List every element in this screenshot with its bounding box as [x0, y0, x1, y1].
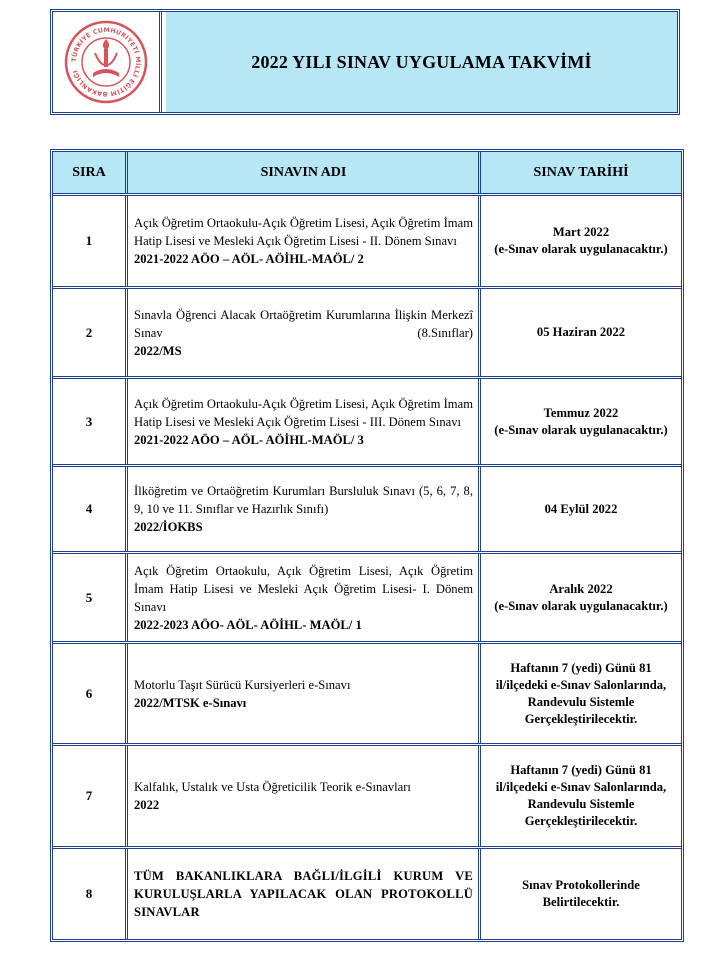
- exam-name-cell: [128, 196, 481, 286]
- exam-code: 2022/MTSK e-Sınavı: [134, 695, 247, 710]
- row-number: 2: [53, 289, 128, 376]
- exam-name-cell: [128, 554, 481, 641]
- exam-name-cell: [128, 849, 481, 939]
- exam-date: 04 Eylül 2022: [544, 501, 618, 516]
- exam-date: Aralık 2022 (e-Sınav olarak uygulanacaktır.): [494, 581, 668, 613]
- exam-code: 2021-2022 AÖO – AÖL- AÖİHL-MAÖL/ 3: [134, 432, 364, 447]
- exam-code: 2022/MS: [134, 343, 182, 358]
- exam-name-cell: [128, 746, 481, 846]
- exam-code: 2022-2023 AÖO- AÖL- AÖİHL- MAÖL/ 1: [134, 617, 362, 632]
- table-row: [53, 849, 681, 939]
- row-number: 7: [53, 746, 128, 846]
- exam-code: 2021-2022 AÖO – AÖL- AÖİHL-MAÖL/ 2: [134, 252, 364, 266]
- title-cell: [166, 12, 677, 112]
- exam-date: Mart 2022 (e-Sınav olarak uygulanacaktır.): [494, 225, 668, 256]
- table-row: [53, 746, 681, 849]
- column-header-sira: SIRA: [53, 152, 128, 193]
- table-row: [53, 289, 681, 379]
- table-row: [53, 379, 681, 467]
- exam-date: Sınav Protokollerinde Belirtilecektir.: [522, 878, 640, 909]
- exam-name: TÜM BAKANLIKLARA BAĞLI/İLGİLİ KURUM VE KURULUŞLARLA YAPILACAK OLAN PROTOKOLLÜ SINAVLAR: [134, 869, 473, 919]
- exam-name-cell: [128, 379, 481, 464]
- exam-name: Açık Öğretim Ortaokulu, Açık Öğretim Lisesi, Açık Öğretim İmam Hatip Lisesi ve Mesleki Açık Öğretim Lisesi- I. Dönem Sınavı: [134, 563, 473, 614]
- exam-code: 2022: [134, 798, 160, 812]
- exam-name: İlköğretim ve Ortaöğretim Kurumları Bursluluk Sınavı (5, 6, 7, 8, 9, 10 ve 11. Sınıflar ve Hazırlık Sınıfı): [134, 484, 473, 516]
- row-number: 4: [53, 467, 128, 551]
- exam-name-cell: [128, 644, 481, 743]
- row-number: 3: [53, 379, 128, 464]
- exam-date: Haftanın 7 (yedi) Günü 81 il/ilçedeki e-Sınav Salonlarında, Randevulu Sistemle Gerçekleştirilecektir.: [495, 660, 667, 726]
- table-row: [53, 554, 681, 644]
- row-number: 8: [53, 849, 128, 939]
- exam-name-cell: [128, 467, 481, 551]
- exam-name-cell: [128, 289, 481, 376]
- row-number: 5: [53, 554, 128, 641]
- column-header-sinav-tarihi: SINAV TARİHİ: [481, 152, 681, 193]
- exam-name: Açık Öğretim Ortaokulu-Açık Öğretim Lisesi, Açık Öğretim İmam Hatip Lisesi ve Mesleki Açık Öğretim Lisesi - III. Dönem Sınavı: [134, 396, 473, 429]
- table-row: [53, 467, 681, 554]
- table-header-row: [53, 152, 681, 196]
- document-header: [50, 9, 680, 115]
- table-row: [53, 644, 681, 746]
- meb-logo-icon: [63, 19, 149, 105]
- column-header-sinavin-adi: SINAVIN ADI: [128, 152, 481, 193]
- logo-cell: [53, 12, 162, 112]
- exam-date: 05 Haziran 2022: [536, 325, 626, 339]
- exam-name: Sınavla Öğrenci Alacak Ortaöğretim Kurumlarına İlişkin Merkezî Sınav (8.Sınıflar): [134, 307, 473, 340]
- exam-schedule-table: [50, 149, 684, 942]
- page-title: 2022 YILI SINAV UYGULAMA TAKVİMİ: [251, 51, 592, 72]
- exam-name: Kalfalık, Ustalık ve Usta Öğreticilik Teorik e-Sınavları: [134, 780, 411, 794]
- row-number: 1: [53, 196, 128, 286]
- exam-name: Açık Öğretim Ortaokulu-Açık Öğretim Lisesi, Açık Öğretim İmam Hatip Lisesi ve Mesleki Açık Öğretim Lisesi - II. Dönem Sınavı: [134, 216, 473, 248]
- exam-date: Haftanın 7 (yedi) Günü 81 il/ilçedeki e-Sınav Salonlarında, Randevulu Sistemle Gerçekleştirilecektir.: [495, 763, 667, 828]
- row-number: 6: [53, 644, 128, 743]
- table-row: [53, 196, 681, 289]
- exam-name: Motorlu Taşıt Sürücü Kursiyerleri e-Sınavı: [134, 677, 351, 692]
- exam-code: 2022/İOKBS: [134, 520, 203, 534]
- svg-text:TÜRKİYE CUMHURİYETİ MİLLÎ EĞİT: TÜRKİYE CUMHURİYETİ MİLLÎ EĞİTİM BAKANLIĞI: [70, 26, 142, 98]
- exam-date: Temmuz 2022 (e-Sınav olarak uygulanacaktır.): [494, 405, 668, 437]
